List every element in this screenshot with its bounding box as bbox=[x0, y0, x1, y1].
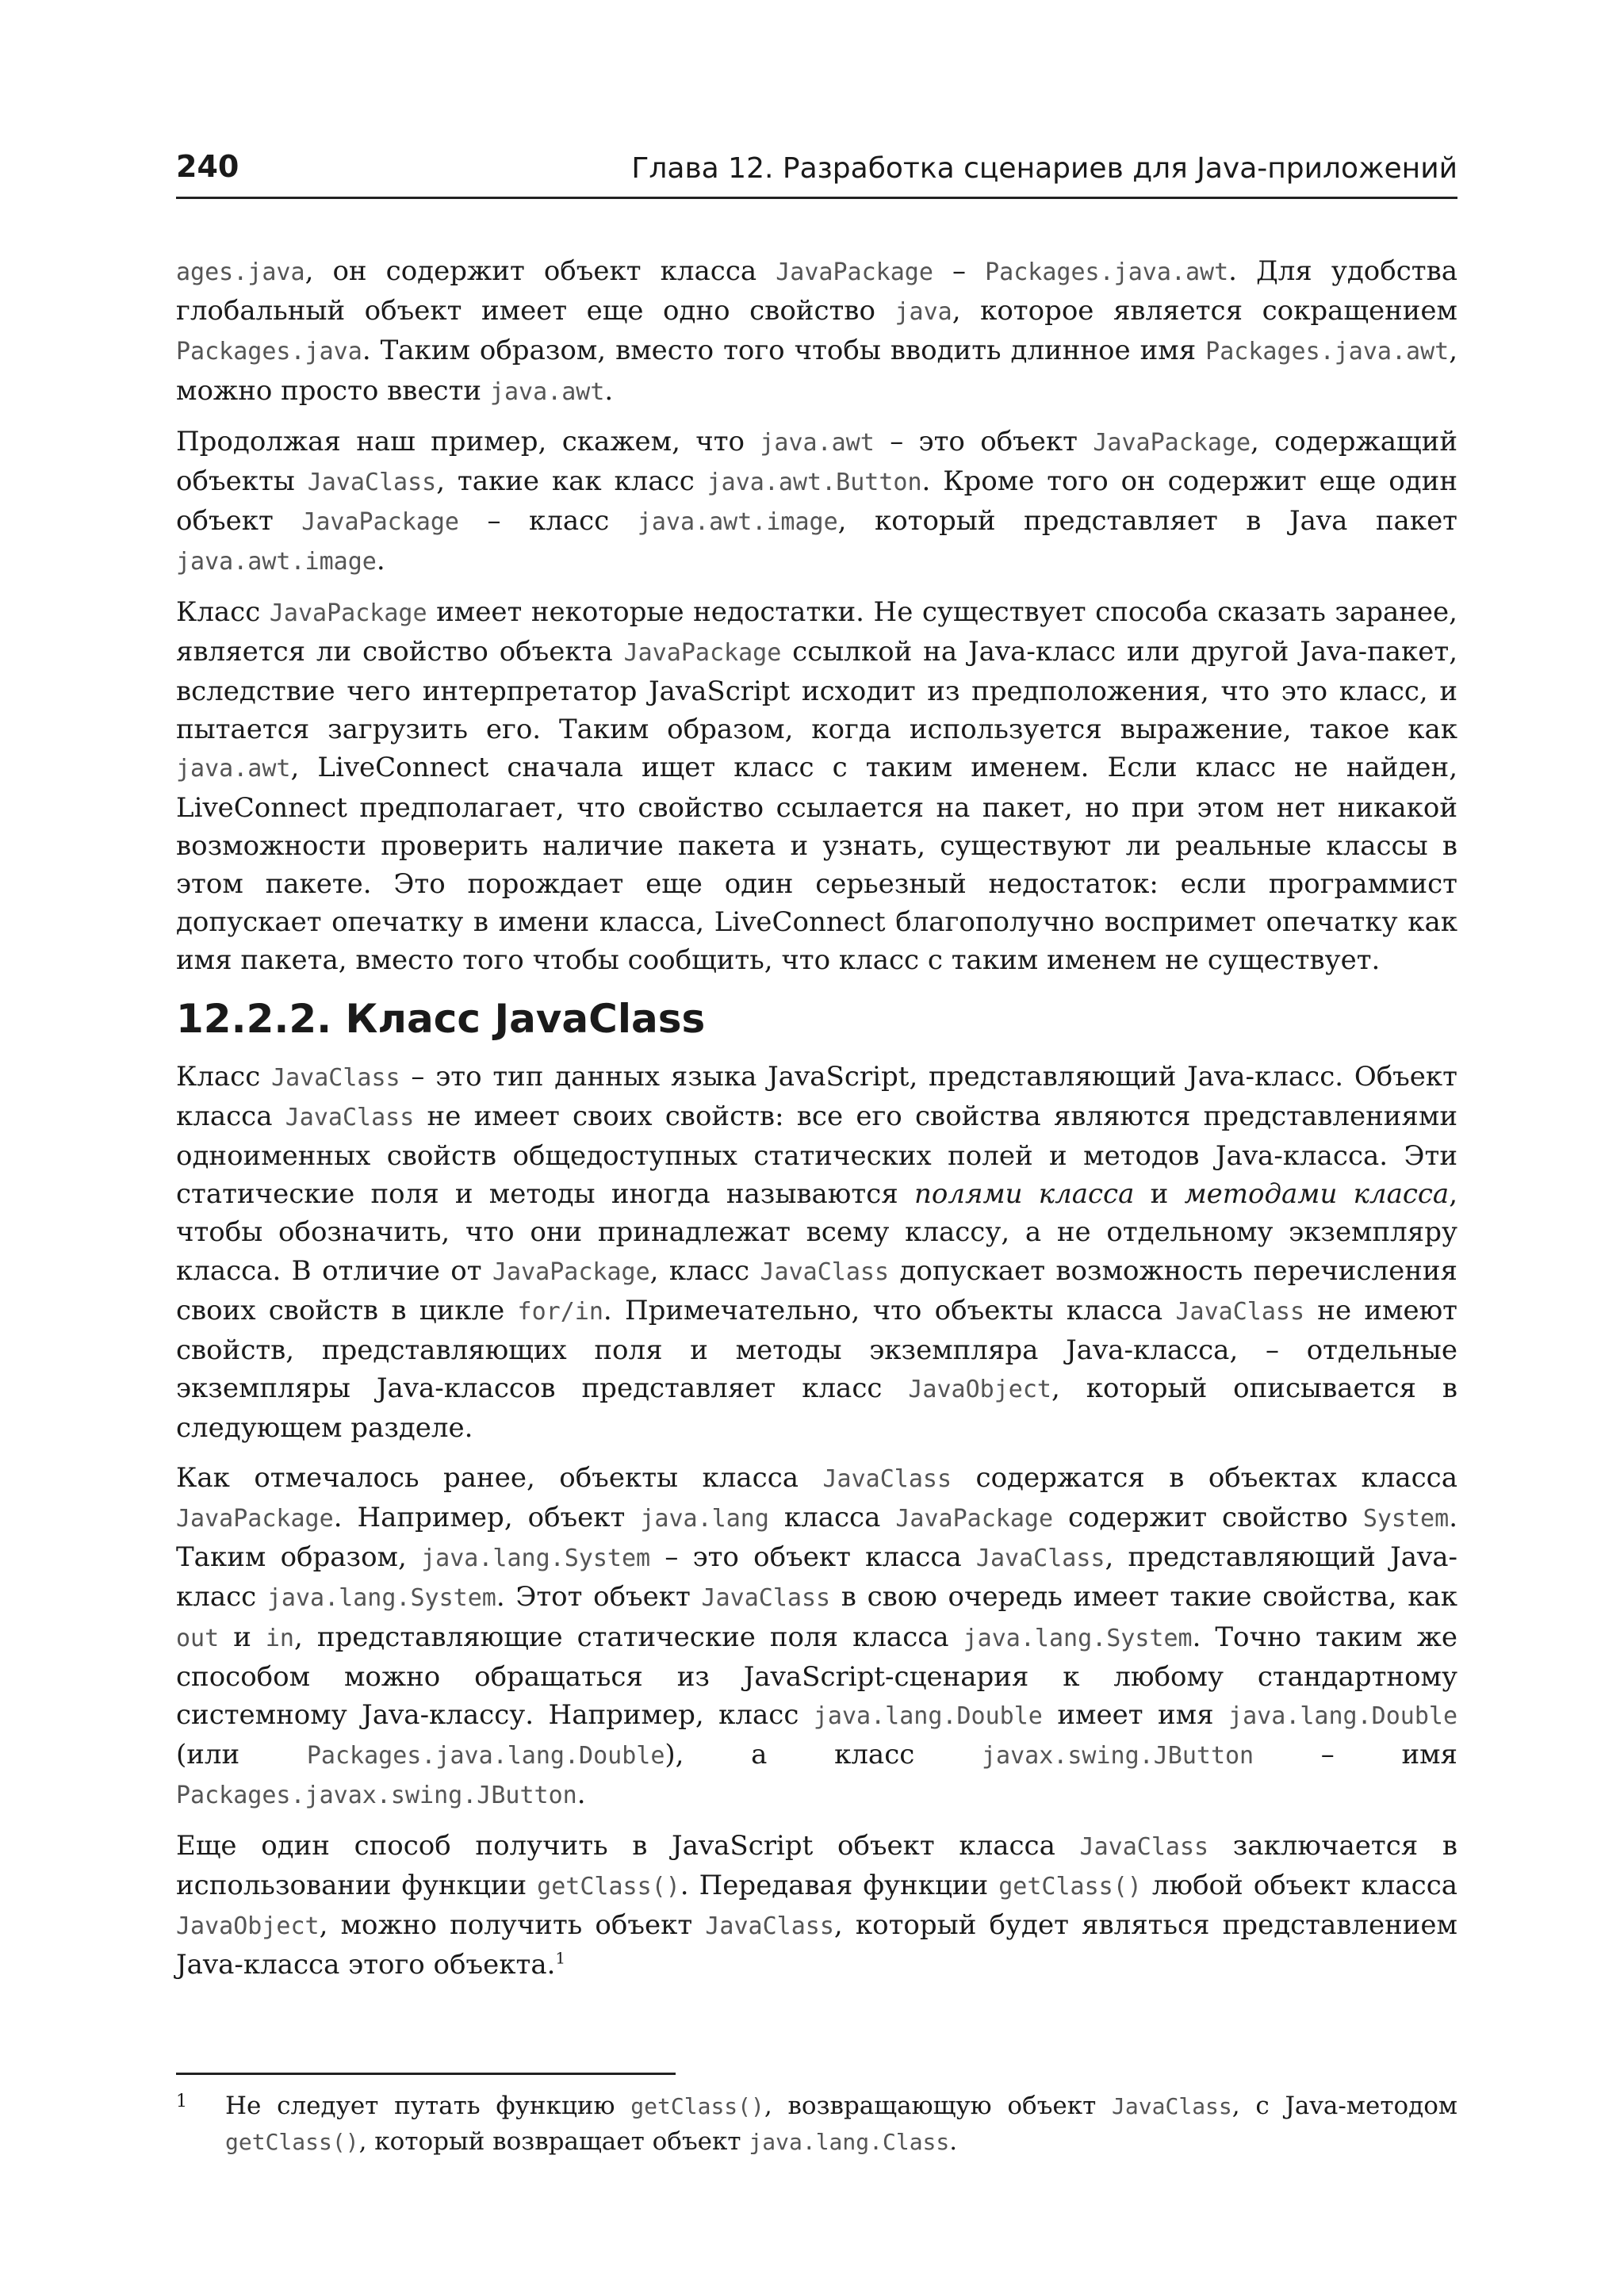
header-rule bbox=[176, 197, 1457, 199]
code-term: java.awt bbox=[489, 377, 605, 406]
text-run: . Точно таким же способом можно обращаться из JavaScript-сценария к любому стандартному системному Java-классу. Например, класс bbox=[176, 1621, 1457, 1731]
paragraph-javaclass-access bbox=[176, 1459, 1457, 1816]
text-run: , который возвращает объект bbox=[358, 2127, 749, 2156]
text-run: , такие как класс bbox=[436, 465, 707, 498]
text-run: , представляющие статические поля класса bbox=[294, 1621, 963, 1653]
code-term: JavaClass bbox=[975, 1545, 1105, 1573]
text-run: . Таким образом, вместо того чтобы вводить длинное имя bbox=[362, 335, 1206, 367]
text-run: . Например, объект bbox=[333, 1501, 641, 1533]
text-run: . bbox=[949, 2127, 958, 2156]
code-term: JavaPackage bbox=[492, 1258, 650, 1286]
code-term: JavaObject bbox=[908, 1376, 1051, 1404]
code-term: java.awt.Button bbox=[707, 469, 922, 497]
code-term: Packages.javax.swing.JButton bbox=[176, 1782, 577, 1810]
text-run: , с Java-методом bbox=[1231, 2092, 1457, 2120]
text-run: , LiveConnect сначала ищет класс с таким именем. Если класс не найден, LiveConnect предполагает, что свойство ссылается на пакет, но при этом нет никакой возможности проверить наличие пакета и узнать, существуют ли реальные классы в этом пакете. Это порождает еще один серьезный недостаток: если программист допускает опечатку в имени класса, LiveConnect благополучно воспримет опечатку как имя пакета, вместо того чтобы сообщить, что класс с таким именем не существует. bbox=[176, 752, 1457, 977]
code-term: Packages.java.awt bbox=[1205, 338, 1450, 366]
text-run: – это объект класса bbox=[650, 1541, 976, 1574]
text-run: допускает возможность перечисления своих свойств в цикле bbox=[176, 1254, 1458, 1326]
text-run: (или bbox=[176, 1739, 307, 1771]
paragraph-javaclass-intro bbox=[176, 1058, 1457, 1448]
text-run: . Передавая функции bbox=[680, 1869, 999, 1901]
text-run: . bbox=[376, 545, 385, 577]
code-term: Packages.java bbox=[176, 338, 362, 366]
code-term: javax.swing.JButton bbox=[981, 1742, 1254, 1770]
text-run: , которое является сокращением bbox=[952, 295, 1457, 327]
code-term: JavaPackage bbox=[269, 599, 427, 627]
code-term: JavaPackage bbox=[1093, 428, 1251, 457]
page-number: 240 bbox=[176, 149, 239, 184]
text-run: ), а класс bbox=[665, 1739, 982, 1771]
text-run: – это объект bbox=[874, 425, 1094, 457]
code-term: getClass() bbox=[225, 2129, 359, 2155]
code-term: java.lang.System bbox=[421, 1545, 651, 1573]
code-term: Packages.java.lang.Double bbox=[306, 1742, 665, 1770]
code-term: getClass() bbox=[537, 1872, 680, 1901]
text-run: Не следует путать функцию bbox=[225, 2092, 631, 2120]
paragraph-packages bbox=[176, 252, 1457, 412]
code-term: JavaClass bbox=[705, 1912, 834, 1940]
code-term: JavaClass bbox=[1079, 1832, 1209, 1861]
text-run: , который описывается в следующем разделе. bbox=[176, 1372, 1457, 1445]
text-run: Еще один способ получить в JavaScript объект класса bbox=[176, 1829, 1080, 1862]
code-term: JavaClass bbox=[701, 1584, 831, 1613]
code-term: java.awt bbox=[176, 755, 291, 783]
code-term: java.awt.image bbox=[637, 508, 838, 537]
running-header bbox=[176, 149, 1457, 197]
text-run: , он содержит объект класса bbox=[304, 255, 776, 287]
text-run: . Для удобства глобальный объект имеет еще одно свойство bbox=[176, 255, 1457, 327]
text-run: и bbox=[1134, 1178, 1185, 1211]
text-run: . Этот объект bbox=[496, 1581, 702, 1614]
code-term: java.lang bbox=[640, 1504, 769, 1533]
text-run: не имеют свойств, представляющих поля и методы экземпляра Java-класса, – отдельные экземпляры Java-классов представляет класс bbox=[176, 1294, 1457, 1405]
footnote bbox=[176, 2088, 1457, 2160]
code-term: JavaPackage bbox=[776, 258, 933, 286]
code-term: java.lang.System bbox=[963, 1624, 1193, 1652]
text-run: , чтобы обозначить, что они принадлежат всему классу, а не отдельному экземпляру класса. В отличие от bbox=[176, 1178, 1458, 1287]
text-run: , класс bbox=[649, 1254, 760, 1287]
code-term: ages.java bbox=[176, 258, 305, 286]
code-term: Packages.java.awt bbox=[985, 258, 1229, 286]
text-run: – bbox=[933, 255, 986, 287]
text-run: содержит свойство bbox=[1053, 1501, 1363, 1533]
code-term: JavaClass bbox=[307, 469, 437, 497]
code-term: JavaClass bbox=[822, 1464, 952, 1493]
code-term: JavaClass bbox=[760, 1258, 890, 1286]
text-run: имеет имя bbox=[1042, 1698, 1229, 1731]
page-body bbox=[176, 252, 1457, 1995]
footnote-text bbox=[225, 2088, 1457, 2160]
text-run: не имеет своих свойств: все его свойства являются представлениями одноименных свойств общедоступных статических полей и методов Java-класса. Эти статические поля и методы иногда называются bbox=[176, 1100, 1457, 1211]
text-run: Класс bbox=[176, 1060, 272, 1093]
emphasis: полями класса bbox=[914, 1178, 1135, 1211]
code-term: JavaClass bbox=[1175, 1297, 1305, 1326]
footnote-rule bbox=[176, 2073, 676, 2075]
emphasis: методами класса bbox=[1184, 1178, 1450, 1211]
code-term: JavaObject bbox=[176, 1912, 320, 1940]
code-term: JavaPackage bbox=[623, 638, 782, 667]
code-term: java.awt.image bbox=[176, 548, 377, 576]
text-run: , который представляет в Java пакет bbox=[837, 505, 1457, 538]
code-term: JavaClass bbox=[271, 1063, 400, 1092]
code-term: java.lang.Double bbox=[813, 1702, 1043, 1730]
text-run: . Примечательно, что объекты класса bbox=[603, 1294, 1176, 1326]
text-run: содержатся в объектах класса bbox=[952, 1461, 1457, 1494]
code-term: getClass() bbox=[998, 1872, 1142, 1901]
footnote-mark: 1 bbox=[176, 2092, 187, 2111]
paragraph-javapackage-drawbacks bbox=[176, 593, 1457, 980]
code-term: java.lang.System bbox=[266, 1584, 496, 1613]
running-title: Глава 12. Разработка сценариев для Java-приложений bbox=[631, 152, 1457, 185]
text-run: , который будет являться представлением Java-класса этого объекта. bbox=[176, 1908, 1458, 1981]
text-run: любой объект класса bbox=[1141, 1869, 1458, 1901]
code-term: JavaPackage bbox=[176, 1504, 334, 1533]
code-term: JavaClass bbox=[285, 1103, 415, 1131]
text-run: , содержащий объекты bbox=[176, 425, 1457, 498]
code-term: in bbox=[265, 1624, 294, 1652]
paragraph-java-awt bbox=[176, 423, 1457, 582]
code-term: java.lang.Class bbox=[749, 2129, 950, 2155]
text-run: и bbox=[219, 1621, 266, 1653]
code-term: out bbox=[176, 1624, 220, 1652]
code-term: java bbox=[894, 298, 952, 327]
text-run: . bbox=[576, 1778, 586, 1811]
footnote-ref: 1 bbox=[555, 1948, 566, 1968]
code-term: System bbox=[1362, 1504, 1450, 1533]
text-run: заключается в использовании функции bbox=[176, 1829, 1457, 1901]
text-run: , можно получить объект bbox=[319, 1908, 706, 1941]
code-term: getClass() bbox=[630, 2093, 764, 2119]
text-run: , представляющий Java-класс bbox=[176, 1541, 1457, 1614]
text-run: – имя bbox=[1254, 1739, 1458, 1771]
code-term: JavaPackage bbox=[301, 508, 459, 537]
section-heading: 12.2.2. Класс JavaClass bbox=[176, 995, 706, 1042]
text-run: Класс bbox=[176, 595, 270, 628]
text-run: . Таким образом, bbox=[176, 1501, 1457, 1574]
text-run: . Кроме того он содержит еще один объект bbox=[176, 465, 1458, 538]
text-run: Продолжая наш пример, скажем, что bbox=[176, 425, 760, 457]
code-term: java.awt bbox=[760, 428, 875, 457]
text-run: , можно просто ввести bbox=[176, 335, 1457, 407]
text-run: ссылкой на Java-класс или другой Java-пакет, вследствие чего интерпретатор JavaScript исходит из предположения, что это класс, и пытается загрузить его. Таким образом, когда используется выражение, такое как bbox=[176, 635, 1457, 746]
text-run: – это тип данных языка JavaScript, представляющий Java-класс. Объект класса bbox=[176, 1060, 1457, 1132]
text-run: Как отмечалось ранее, объекты класса bbox=[176, 1461, 823, 1494]
text-run: , возвращающую объект bbox=[764, 2092, 1113, 2120]
text-run: – класс bbox=[458, 505, 638, 538]
text-run: имеет некоторые недостатки. Не существует способа сказать заранее, является ли свойство объекта bbox=[176, 595, 1457, 668]
code-term: java.lang.Double bbox=[1228, 1702, 1458, 1730]
code-term: JavaClass bbox=[1112, 2093, 1232, 2119]
text-run: в свою очередь имеет такие свойства, как bbox=[830, 1581, 1457, 1614]
code-term: for/in bbox=[517, 1297, 603, 1326]
code-term: JavaPackage bbox=[895, 1504, 1054, 1533]
paragraph-getclass bbox=[176, 1827, 1457, 1985]
text-run: . bbox=[604, 374, 614, 407]
text-run: класса bbox=[768, 1501, 896, 1533]
